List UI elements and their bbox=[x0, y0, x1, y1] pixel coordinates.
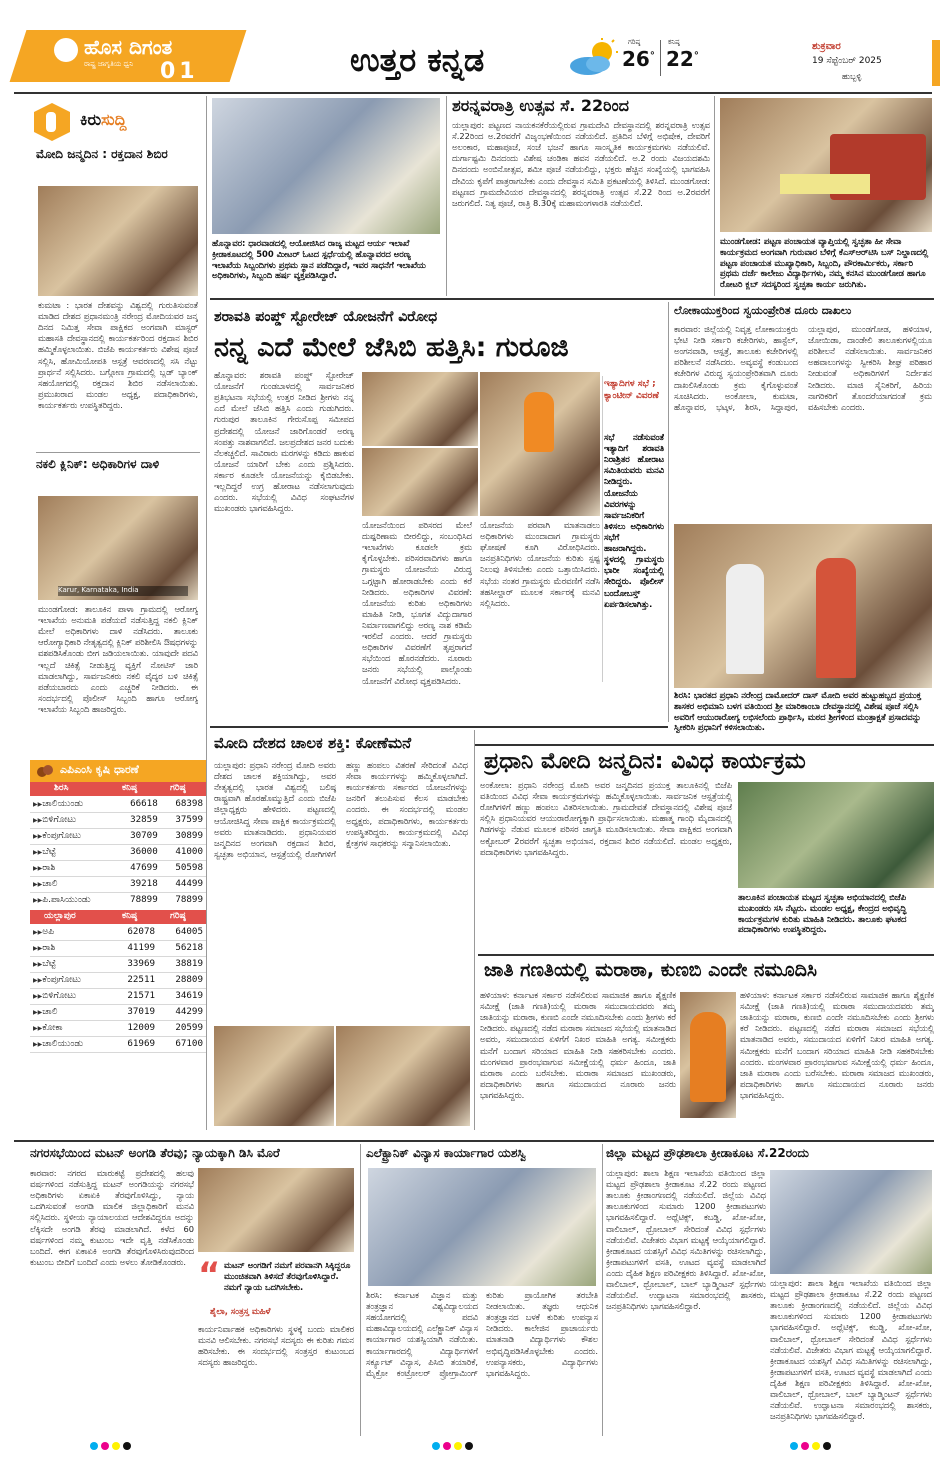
market-yellapur-col2: ಗರಿಷ್ಠ bbox=[170, 911, 186, 921]
sharavati-box-title-visible: ಇತ್ಯಾದಿಗಳ ಸಭೆ ; ಕ್ಯಾಂಟೀನ್ ವಿವರಣೆ bbox=[604, 379, 659, 402]
divider-athletics bbox=[446, 96, 447, 296]
sports-body-left: ಯಲ್ಲಾಪುರ: ಶಾಲಾ ಶಿಕ್ಷಣ ಇಲಾಖೆಯ ವತಿಯಿಂದ ಜಿಲ್ಲಾ ಮಟ್ಟದ ಪ್ರೌಢಶಾಲಾ ಕ್ರೀಡಾಕೂಟ ಸೆ.22 ರಂದು ಪಟ್ಟಣದ ತಾಲೂಕು ಕ್ರೀಡಾಂಗಣದಲ್ಲಿ ನಡೆಯಲಿದೆ. ಜಿಲ್ಲೆಯ ವಿವಿಧ ತಾಲೂಕುಗಳಿಂದ ಸುಮಾರು 1200 ಕ್ರೀಡಾಪಟುಗಳು ಭಾಗವಹಿಸಲಿದ್ದಾರೆ. ಅಥ್ಲೆಟಿಕ್ಸ್, ಕಬಡ್ಡಿ, ಖೋ-ಖೋ, ವಾಲಿಬಾಲ್, ಥ್ರೋಬಾಲ್ ಸೇರಿದಂತೆ ವಿವಿಧ ಸ್ಪರ್ಧೆಗಳು ನಡೆಯಲಿವೆ. ವಿಜೇತರು ವಿಭಾಗ ಮಟ್ಟಕ್ಕೆ ಆಯ್ಕೆಯಾಗಲಿದ್ದಾರೆ. ಕ್ರೀಡಾಕೂಟದ ಯಶಸ್ಸಿಗೆ ವಿವಿಧ ಸಮಿತಿಗಳನ್ನು ರಚಿಸಲಾಗಿದ್ದು, ಕ್ರೀಡಾಪಟುಗಳಿಗೆ ವಸತಿ, ಊಟದ ವ್ಯವಸ್ಥೆ ಮಾಡಲಾಗಿದೆ ಎಂದು ದೈಹಿಕ ಶಿಕ್ಷಣ ಪರಿವೀಕ್ಷಕರು ತಿಳಿಸಿದ್ದಾರೆ. ಖೋ-ಖೋ, ವಾಲಿಬಾಲ್, ಥ್ರೋಬಾಲ್, ಬಾಲ್ ಬ್ಯಾಡ್ಮಿಂಟನ್ ಸ್ಪರ್ಧೆಗಳು ನಡೆಯಲಿವೆ. ಉದ್ಘಾಟನಾ ಸಮಾರಂಭದಲ್ಲಿ ಶಾಸಕರು, ಜನಪ್ರತಿನಿಧಿಗಳು ಭಾಗವಹಿಸಲಿದ್ದಾರೆ. bbox=[606, 1168, 766, 1312]
weather-min: 22° bbox=[666, 47, 699, 71]
commodity-name: ▶▶ ಬೆಟ್ಟೆ bbox=[30, 956, 110, 972]
swamiji-figure bbox=[690, 1012, 726, 1102]
market-sirsi-col2: ಗರಿಷ್ಠ bbox=[170, 783, 186, 793]
kirusuddi-story1-photo bbox=[38, 186, 198, 296]
masthead-rule bbox=[14, 92, 932, 94]
market-row bbox=[30, 860, 206, 876]
logo-text: ಹೊಸ ದಿಗಂತ bbox=[84, 35, 173, 59]
sharavati-col3: ಯೋಜನೆಯ ಪರವಾಗಿ ಮಾತನಾಡಲು ಅಧಿಕಾರಿಗಳು ಮುಂದಾದಾಗ ಗ್ರಾಮಸ್ಥರು ಘೋಷಣೆ ಕೂಗಿ ವಿರೋಧಿಸಿದರು. ಜನಪ್ರತಿನಿಧಿಗಳು ಯೋಜನೆಯ ಕುರಿತು ಸ್ಪಷ್ಟ ನಿಲುವು ತಿಳಿಸಬೇಕು ಎಂದು ಒತ್ತಾಯಿಸಿದರು. ಸಭೆಯ ನಂತರ ಗ್ರಾಮಸ್ಥರು ಮೆರವಣಿಗೆ ನಡೆಸಿ ತಹಸೀಲ್ದಾರ್ ಮೂಲಕ ಸರ್ಕಾರಕ್ಕೆ ಮನವಿ ಸಲ್ಲಿಸಿದರು. bbox=[480, 520, 600, 608]
mutton-body2: ಕಾರ್ಯನಿರ್ವಾಹಕ ಅಧಿಕಾರಿಗಳು ಸ್ಥಳಕ್ಕೆ ಬಂದು ಮಾಲಿಕರ ಮನವಿ ಆಲಿಸಬೇಕು. ನಗರಸಭೆ ಸದಸ್ಯರು ಈ ಕುರಿತು ಗಮನ ಹರಿಸಬೇಕು. ಈ ಸಂದರ್ಭದಲ್ಲಿ ಸಂತ್ರಸ್ತರ ಕುಟುಂಬದ ಸದಸ್ಯರು ಹಾಜರಿದ್ದರು. bbox=[198, 1324, 354, 1368]
registration-dots-right bbox=[790, 1442, 850, 1454]
min-price: 33969 bbox=[110, 956, 158, 972]
rule-bottom bbox=[14, 1140, 934, 1142]
masthead-accent-bar bbox=[932, 40, 940, 86]
navaratri-headline: ಶರನ್ನವರಾತ್ರಿ ಉತ್ಸವ ಸೆ. 22ರಿಂದ bbox=[452, 96, 629, 115]
market-sirsi-place: ಶಿರಸಿ bbox=[54, 783, 69, 793]
photo-location-tag: Karur, Karnataka, India bbox=[58, 586, 188, 596]
masthead-day: ಶುಕ್ರವಾರ bbox=[812, 41, 841, 52]
modi-leader-headline: ಮೋದಿ ದೇಶದ ಚಾಲಕ ಶಕ್ತಿ: ಕೋಣೆಮನೆ bbox=[214, 734, 412, 752]
kirusuddi-title-b: ಸುದ್ದಿ bbox=[101, 110, 127, 129]
divider-navaratri bbox=[714, 96, 715, 296]
market-yellapur-col1: ಕನಿಷ್ಠ bbox=[122, 911, 138, 921]
market-table-sirsi-head bbox=[30, 782, 206, 796]
market-row bbox=[30, 796, 206, 812]
kirusuddi-story1-headline: ಮೋದಿ ಜನ್ಮದಿನ : ರಕ್ತದಾನ ಶಿಬಿರ bbox=[36, 147, 168, 161]
market-row bbox=[30, 940, 206, 956]
column-divider-left bbox=[206, 96, 207, 1130]
market-yellapur-place: ಯಲ್ಲಾಪುರ bbox=[44, 911, 76, 921]
sports-photo bbox=[770, 1170, 932, 1274]
market-title: ಎಪಿಎಂಸಿ ಕೃಷಿ ಧಾರಣೆ bbox=[60, 763, 139, 776]
min-price: 78899 bbox=[116, 892, 161, 906]
kirusuddi-icon bbox=[32, 102, 72, 142]
commodity-name: ▶▶ ಅಪಿ bbox=[30, 924, 110, 940]
min-price: 32859 bbox=[116, 812, 161, 828]
commodity-name: ▶▶ ಪಿ.ಪಾಸಿಯುಂಡು bbox=[30, 892, 116, 906]
caste-photo bbox=[680, 992, 736, 1118]
min-price: 36000 bbox=[116, 844, 161, 860]
sirsi-photo bbox=[674, 524, 932, 688]
sports-body-right: ಯಲ್ಲಾಪುರ: ಶಾಲಾ ಶಿಕ್ಷಣ ಇಲಾಖೆಯ ವತಿಯಿಂದ ಜಿಲ್ಲಾ ಮಟ್ಟದ ಪ್ರೌಢಶಾಲಾ ಕ್ರೀಡಾಕೂಟ ಸೆ.22 ರಂದು ಪಟ್ಟಣದ ತಾಲೂಕು ಕ್ರೀಡಾಂಗಣದಲ್ಲಿ ನಡೆಯಲಿದೆ. ಜಿಲ್ಲೆಯ ವಿವಿಧ ತಾಲೂಕುಗಳಿಂದ ಸುಮಾರು 1200 ಕ್ರೀಡಾಪಟುಗಳು ಭಾಗವಹಿಸಲಿದ್ದಾರೆ. ಅಥ್ಲೆಟಿಕ್ಸ್, ಕಬಡ್ಡಿ, ಖೋ-ಖೋ, ವಾಲಿಬಾಲ್, ಥ್ರೋಬಾಲ್ ಸೇರಿದಂತೆ ವಿವಿಧ ಸ್ಪರ್ಧೆಗಳು ನಡೆಯಲಿವೆ. ವಿಜೇತರು ವಿಭಾಗ ಮಟ್ಟಕ್ಕೆ ಆಯ್ಕೆಯಾಗಲಿದ್ದಾರೆ. ಕ್ರೀಡಾಕೂಟದ ಯಶಸ್ಸಿಗೆ ವಿವಿಧ ಸಮಿತಿಗಳನ್ನು ರಚಿಸಲಾಗಿದ್ದು, ಕ್ರೀಡಾಪಟುಗಳಿಗೆ ವಸತಿ, ಊಟದ ವ್ಯವಸ್ಥೆ ಮಾಡಲಾಗಿದೆ ಎಂದು ದೈಹಿಕ ಶಿಕ್ಷಣ ಪರಿವೀಕ್ಷಕರು ತಿಳಿಸಿದ್ದಾರೆ. ಖೋ-ಖೋ, ವಾಲಿಬಾಲ್, ಥ್ರೋಬಾಲ್, ಬಾಲ್ ಬ್ಯಾಡ್ಮಿಂಟನ್ ಸ್ಪರ್ಧೆಗಳು ನಡೆಯಲಿವೆ. ಉದ್ಘಾಟನಾ ಸಮಾರಂಭದಲ್ಲಿ ಶಾಸಕರು, ಜನಪ್ರತಿನಿಧಿಗಳು ಭಾಗವಹಿಸಲಿದ್ದಾರೆ. bbox=[770, 1278, 932, 1422]
market-row bbox=[30, 988, 206, 1004]
masthead-date: 19 ಸೆಪ್ಟೆಂಬರ್ 2025 bbox=[812, 56, 882, 66]
max-price: 44499 bbox=[161, 876, 206, 892]
rule-caste bbox=[478, 954, 934, 956]
sharavati-photo-bottom bbox=[362, 448, 478, 516]
commodity-name: ▶▶ ಬಿಳಿಗೋಟು bbox=[30, 812, 116, 828]
banner-shape bbox=[780, 174, 870, 194]
mutton-photo bbox=[198, 1168, 354, 1252]
commodity-name: ▶▶ ಚಾಲಿ bbox=[30, 1004, 110, 1020]
min-price: 41199 bbox=[110, 940, 158, 956]
commodity-name: ▶▶ ರಾಶಿ bbox=[30, 860, 116, 876]
max-price: 37599 bbox=[161, 812, 206, 828]
bus-caption: ಮುಂಡಗೋಡ: ಪಟ್ಟಣ ಪಂಚಾಯತ ವ್ಯಾಪ್ತಿಯಲ್ಲಿ ಸ್ವಚ್ಛತಾ ಹೀ ಸೇವಾ ಕಾರ್ಯಕ್ರಮದ ಅಂಗವಾಗಿ ಗುರುವಾರ ಬೆಳಿಗ್ಗೆ ಕೆಎಸ್‌ಆರ್‌ಟಿಸಿ ಬಸ್ ನಿಲ್ದಾಣದಲ್ಲಿ ಪಟ್ಟಣ ಪಂಚಾಯತ ಮುಖ್ಯಾಧಿಕಾರಿ, ಸಿಬ್ಬಂದಿ, ಪೌರಕಾರ್ಮಿಕರು, ಸರ್ಕಾರಿ ಪ್ರಥಮ ದರ್ಜೆ ಕಾಲೇಜು ವಿದ್ಯಾರ್ಥಿಗಳು, ನಮ್ಮ ಕನಸಿನ ಮುಂಡಗೋಡ ಹಾಗೂ ರೋಟರಿ ಕ್ಲಬ್ ಸದಸ್ಯರಿಂದ ಸ್ವಚ್ಛತಾ ಕಾರ್ಯ ಜರುಗಿತು. bbox=[720, 236, 929, 289]
section-title: ಉತ್ತರ ಕನ್ನಡ bbox=[350, 41, 485, 79]
market-row bbox=[30, 844, 206, 860]
sharavati-kicker: ಶರಾವತಿ ಪಂಪ್ಡ್ ಸ್ಟೋರೇಜ್ ಯೋಜನೆಗೆ ವಿರೋಧ bbox=[214, 309, 438, 325]
market-table-yellapur-head bbox=[30, 910, 206, 924]
masthead bbox=[0, 0, 945, 92]
modi-bday-headline: ಪ್ರಧಾನಿ ಮೋದಿ ಜನ್ಮದಿನ: ವಿವಿಧ ಕಾರ್ಯಕ್ರಮ bbox=[484, 749, 806, 774]
guruji-figure bbox=[524, 392, 554, 452]
mutton-quote-mark: “ bbox=[198, 1258, 221, 1286]
max-price: 41000 bbox=[161, 844, 206, 860]
rule-row1 bbox=[210, 298, 934, 300]
rule-row2 bbox=[210, 726, 668, 728]
areca-icon bbox=[36, 763, 54, 779]
mutton-headline: ನಗರಸಭೆಯಿಂದ ಮಟನ್ ಅಂಗಡಿ ತೆರವು; ನ್ಯಾಯಕ್ಕಾಗಿ ಡಿಸಿ ಮೊರೆ bbox=[30, 1146, 280, 1160]
min-price: 22511 bbox=[110, 972, 158, 988]
weather-max-label: ಗರಿಷ್ಠ bbox=[628, 38, 641, 46]
modi-leader-photo-2 bbox=[336, 1026, 470, 1126]
min-price: 66618 bbox=[116, 796, 161, 812]
electronics-photo bbox=[368, 1168, 596, 1286]
kirusuddi-header bbox=[30, 100, 200, 144]
electronics-body: ಶಿರಸಿ: ಕರ್ನಾಟಕ ವಿಜ್ಞಾನ ಮತ್ತು ತಂತ್ರಜ್ಞಾನ ವಿಶ್ವವಿದ್ಯಾಲಯದ ಸಹಯೋಗದಲ್ಲಿ ಪದವಿ ಮಹಾವಿದ್ಯಾಲಯದಲ್ಲಿ ಎಲೆಕ್ಟ್ರಾನಿಕ್ ವಿನ್ಯಾಸ ಕಾರ್ಯಾಗಾರ ಯಶಸ್ವಿಯಾಗಿ ನಡೆಯಿತು. ಕಾರ್ಯಾಗಾರದಲ್ಲಿ ವಿದ್ಯಾರ್ಥಿಗಳಿಗೆ ಸರ್ಕ್ಯೂಟ್ ವಿನ್ಯಾಸ, ಪಿಸಿಬಿ ತಯಾರಿಕೆ, ಮೈಕ್ರೋ ಕಂಟ್ರೋಲರ್ ಪ್ರೋಗ್ರಾಮಿಂಗ್ ಕುರಿತು ಪ್ರಾಯೋಗಿಕ ತರಬೇತಿ ನೀಡಲಾಯಿತು. ತಜ್ಞರು ಆಧುನಿಕ ತಂತ್ರಜ್ಞಾನದ ಬಳಕೆ ಕುರಿತು ಉಪನ್ಯಾಸ ನೀಡಿದರು. ಕಾಲೇಜಿನ ಪ್ರಾಚಾರ್ಯರು ಮಾತನಾಡಿ ವಿದ್ಯಾರ್ಥಿಗಳು ಕೌಶಲ ಅಭಿವೃದ್ಧಿಪಡಿಸಿಕೊಳ್ಳಬೇಕು ಎಂದರು. ಉಪನ್ಯಾಸಕರು, ವಿದ್ಯಾರ್ಥಿಗಳು ಭಾಗವಹಿಸಿದ್ದರು. bbox=[366, 1290, 598, 1378]
divider-modi bbox=[474, 730, 475, 1130]
commodity-name: ▶▶ ಕೋಕಾ bbox=[30, 1020, 110, 1036]
mutton-quote-by: ಶೈಲಾ, ಸಂತ್ರಸ್ತ ಮಹಿಳೆ bbox=[210, 1306, 271, 1316]
caste-body-right: ಹಳಿಯಾಳ: ಕರ್ನಾಟಕ ಸರ್ಕಾರ ನಡೆಸಲಿರುವ ಸಾಮಾಜಿಕ ಹಾಗೂ ಶೈಕ್ಷಣಿಕ ಸಮೀಕ್ಷೆ (ಜಾತಿ ಗಣತಿ)ಯಲ್ಲಿ ಮರಾಠಾ ಸಮುದಾಯದವರು ತಮ್ಮ ಜಾತಿಯನ್ನು ಮರಾಠಾ, ಕುಣಬಿ ಎಂದೇ ನಮೂದಿಸಬೇಕು ಎಂದು ಶ್ರೀಗಳು ಕರೆ ನೀಡಿದರು. ಪಟ್ಟಣದಲ್ಲಿ ನಡೆದ ಮರಾಠಾ ಸಮಾಜದ ಸಭೆಯಲ್ಲಿ ಮಾತನಾಡಿದ ಅವರು, ಸಮುದಾಯದ ಏಳಿಗೆಗೆ ನಿಖರ ಮಾಹಿತಿ ಅಗತ್ಯ. ಸಮೀಕ್ಷಕರು ಮನೆಗೆ ಬಂದಾಗ ಸರಿಯಾದ ಮಾಹಿತಿ ನೀಡಿ ಸಹಕರಿಸಬೇಕು ಎಂದರು. ಮಂಗಳವಾರ ಪ್ರಾರಂಭವಾಗುವ ಸಮೀಕ್ಷೆಯಲ್ಲಿ ಧರ್ಮ ಹಿಂದೂ, ಜಾತಿ ಮರಾಠಾ ಎಂದು ಬರೆಸಬೇಕು. ಮರಾಠಾ ಸಮಾಜದ ಮುಖಂಡರು, ಪದಾಧಿಕಾರಿಗಳು ಹಾಗೂ ಸಮುದಾಯದ ನೂರಾರು ಜನರು ಭಾಗವಹಿಸಿದ್ದರು. bbox=[740, 990, 934, 1100]
lokayukta-body: ಕಾರವಾರ: ಜಿಲ್ಲೆಯಲ್ಲಿ ನಿವೃತ್ತ ಲೋಕಾಯುಕ್ತರು ಭೇಟಿ ನೀಡಿ ಸರ್ಕಾರಿ ಕಚೇರಿಗಳು, ಹಾಸ್ಟೆಲ್, ಅಂಗನವಾಡಿ, ಆಸ್ಪತ್ರೆ, ತಾಲೂಕು ಕಚೇರಿಗಳಲ್ಲಿ ಪರಿಶೀಲನೆ ನಡೆಸಿದರು. ಅವ್ಯವಸ್ಥೆ ಕಂಡುಬಂದ ಕಚೇರಿಗಳ ವಿರುದ್ಧ ಸ್ವಯಂಪ್ರೇರಿತವಾಗಿ ದೂರು ದಾಖಲಿಸಿಕೊಂಡು ಕ್ರಮ ಕೈಗೊಳ್ಳುವಂತೆ ಸೂಚಿಸಿದರು. ಅಂಕೋಲಾ, ಕುಮಟಾ, ಹೊನ್ನಾವರ, ಭಟ್ಕಳ, ಶಿರಸಿ, ಸಿದ್ದಾಪುರ, ಯಲ್ಲಾಪುರ, ಮುಂಡಗೋಡ, ಹಳಿಯಾಳ, ಜೋಯಿಡಾ, ದಾಂಡೇಲಿ ತಾಲೂಕುಗಳಲ್ಲಿಯೂ ಪರಿಶೀಲನೆ ನಡೆಸಲಾಯಿತು. ಸಾರ್ವಜನಿಕರ ಅಹವಾಲುಗಳನ್ನು ಸ್ವೀಕರಿಸಿ ಶೀಘ್ರ ಪರಿಹಾರ ನೀಡುವಂತೆ ಅಧಿಕಾರಿಗಳಿಗೆ ನಿರ್ದೇಶನ ನೀಡಿದರು. ಮಾಜಿ ಸೈನಿಕರಿಗೆ, ಹಿರಿಯ ನಾಗರಿಕರಿಗೆ ತೊಂದರೆಯಾಗದಂತೆ ಕ್ರಮ ವಹಿಸಬೇಕು ಎಂದರು. bbox=[674, 324, 932, 412]
sharavati-col1: ಹೊನ್ನಾವರ: ಶರಾವತಿ ಪಂಪ್ಡ್ ಸ್ಟೋರೇಜ್ ಯೋಜನೆಗೆ ಗುಂಡಬಾಳದಲ್ಲಿ ಸಾರ್ವಜನಿಕರ ಪ್ರತಿಭಟನಾ ಸಭೆಯಲ್ಲಿ ಉತ್ತರ ನೀಡಿದ ಶ್ರೀಗಳು ನನ್ನ ಎದೆ ಮೇಲೆ ಜೆಸಿಬಿ ಹತ್ತಿಸಿ ಎಂದು ಗುಡುಗಿದರು. ಗುರುಪುರ ತಾಲೂಕಿನ ಗೇರುಸೊಪ್ಪ ಸಮೀಪದ ಪ್ರದೇಶದಲ್ಲಿ ಯೋಜನೆ ಜಾರಿಗೊಂಡರೆ ಅರಣ್ಯ ಸಂಪತ್ತು ನಾಶವಾಗಲಿದೆ. ಜಲಪ್ರದೇಶದ ಜನರ ಬದುಕು ನೆಲಕಚ್ಚಲಿದೆ. ಸಾವಿರಾರು ಮರಗಳನ್ನು ಕಡಿದು ಹಾಕುವ ಯೋಜನೆ ಯಾರಿಗೆ ಬೇಕು ಎಂದು ಪ್ರಶ್ನಿಸಿದರು. ಸರ್ಕಾರ ಕೂಡಲೇ ಯೋಜನೆಯನ್ನು ಕೈಬಿಡಬೇಕು. ಇಲ್ಲದಿದ್ದರೆ ಉಗ್ರ ಹೋರಾಟ ನಡೆಸಲಾಗುವುದು ಎಂದರು. ಸಭೆಯಲ್ಲಿ ವಿವಿಧ ಸಂಘಟನೆಗಳ ಮುಖಂಡರು ಭಾಗವಹಿಸಿದ್ದರು. bbox=[214, 370, 354, 514]
modi-bday-body: ಅಂಕೋಲಾ: ಪ್ರಧಾನಿ ನರೇಂದ್ರ ಮೋದಿ ಅವರ ಜನ್ಮದಿನದ ಪ್ರಯುಕ್ತ ತಾಲೂಕಿನಲ್ಲಿ ಬಿಜೆಪಿ ವತಿಯಿಂದ ವಿವಿಧ ಸೇವಾ ಕಾರ್ಯಕ್ರಮಗಳನ್ನು ಹಮ್ಮಿಕೊಳ್ಳಲಾಯಿತು. ಸಾರ್ವಜನಿಕ ಆಸ್ಪತ್ರೆಯಲ್ಲಿ ರೋಗಿಗಳಿಗೆ ಹಣ್ಣು ಹಂಪಲು ವಿತರಿಸಲಾಯಿತು. ಗ್ರಾಮದೇವತೆ ದೇವಸ್ಥಾನದಲ್ಲಿ ವಿಶೇಷ ಪೂಜೆ ಸಲ್ಲಿಸಿ ಪ್ರಧಾನಿಯವರ ಆಯುರಾರೋಗ್ಯಕ್ಕಾಗಿ ಪ್ರಾರ್ಥಿಸಲಾಯಿತು. ಮಹಾತ್ಮ ಗಾಂಧಿ ಮೈದಾನದಲ್ಲಿ ಗಿಡಗಳನ್ನು ನೆಡುವ ಮೂಲಕ ಪರಿಸರ ಜಾಗೃತಿ ಮೂಡಿಸಲಾಯಿತು. ಸೇವಾ ಪಾಕ್ಷಿಕದ ಅಂಗವಾಗಿ ಅಕ್ಟೋಬರ್ 2ರವರೆಗೆ ಸ್ವಚ್ಛತಾ ಅಭಿಯಾನ, ರಕ್ತದಾನ ಶಿಬಿರ ನಡೆಯಲಿದೆ. ಮಂಡಲ ಅಧ್ಯಕ್ಷರು, ಪದಾಧಿಕಾರಿಗಳು ಭಾಗವಹಿಸಿದ್ದರು. bbox=[480, 780, 732, 857]
navaratri-body: ಯಲ್ಲಾಪುರ: ಪಟ್ಟಣದ ನಾಯಕನಕೆರೆಯಲ್ಲಿರುವ ಗ್ರಾಮದೇವಿ ದೇವಸ್ಥಾನದಲ್ಲಿ ಶರನ್ನವರಾತ್ರಿ ಉತ್ಸವ ಸೆ.22ರಿಂದ ಅ.2ರವರೆಗೆ ವಿಜೃಂಭಣೆಯಿಂದ ನಡೆಯಲಿದೆ. ಪ್ರತಿದಿನ ಬೆಳಿಗ್ಗೆ ಅಭಿಷೇಕ, ದೇವರಿಗೆ ಅಲಂಕಾರ, ಮಹಾಪೂಜೆ, ಸಂಜೆ ಭಜನೆ ಹಾಗೂ ಸಾಂಸ್ಕೃತಿಕ ಕಾರ್ಯಕ್ರಮಗಳು ನಡೆಯಲಿವೆ. ದುರ್ಗಾಷ್ಟಮಿ ದಿನದಂದು ವಿಶೇಷ ಚಂಡಿಕಾ ಹವನ ನಡೆಯಲಿದೆ. ಅ.2 ರಂದು ವಿಜಯದಶಮಿ ದಿನದಂದು ಅಂಬಿನೋತ್ಸವ, ಶಮೀ ಪೂಜೆ ನಡೆಯಲಿದ್ದು, ಭಕ್ತರು ಹೆಚ್ಚಿನ ಸಂಖ್ಯೆಯಲ್ಲಿ ಭಾಗವಹಿಸಿ ದೇವಿಯ ಕೃಪೆಗೆ ಪಾತ್ರರಾಗಬೇಕು ಎಂದು ದೇವಸ್ಥಾನ ಸಮಿತಿ ಪ್ರಕಟಣೆಯಲ್ಲಿ ತಿಳಿಸಿದೆ. ಮುಂಡಗೋಡ: ಪಟ್ಟಣದ ಗ್ರಾಮದೇವಿಯರ ದೇವಸ್ಥಾನದಲ್ಲಿ ಶರನ್ನವರಾತ್ರಿ ಉತ್ಸವ ಸೆ.22 ರಿಂದ ಅ.2ರವರೆಗೆ ಜರುಗಲಿದೆ. ನಿತ್ಯ ಪೂಜೆ, ರಾತ್ರಿ 8.30ಕ್ಕೆ ಮಹಾಮಂಗಳಾರತಿ ನಡೆಯಲಿದೆ. bbox=[452, 120, 710, 208]
market-rows-sirsi bbox=[30, 796, 206, 906]
max-price: 67100 bbox=[158, 1036, 206, 1052]
commodity-name: ▶▶ ರಾಶಿ bbox=[30, 940, 110, 956]
max-price: 50598 bbox=[161, 860, 206, 876]
modi-bday-photo bbox=[738, 782, 934, 888]
electronics-headline: ಎಲೆಕ್ಟ್ರಾನಿಕ್ ವಿನ್ಯಾಸ ಕಾರ್ಯಾಗಾರ ಯಶಸ್ವಿ bbox=[366, 1146, 526, 1160]
kirusuddi-title bbox=[80, 110, 190, 134]
min-price: 30709 bbox=[116, 828, 161, 844]
sharavati-box-body: ಸಭೆ ನಡೆಸುವಂತೆ ಇತ್ಯಾದಿಗೆ ಶರಾವತಿ ನಿರಾಶ್ರಿತರ ಹೋರಾಟ ಸಮಿತಿಯವರು ಮನವಿ ನೀಡಿದ್ದರು. ಯೋಜನೆಯ ವಿವರಗಳನ್ನು ಸಾರ್ವಜನಿಕರಿಗೆ ತಿಳಿಸಲು ಅಧಿಕಾರಿಗಳು ಸಭೆಗೆ ಹಾಜರಾಗಿದ್ದರು. ಸ್ಥಳದಲ್ಲಿ ಗ್ರಾಮಸ್ಥರು ಭಾರೀ ಸಂಖ್ಯೆಯಲ್ಲಿ ಸೇರಿದ್ದರು. ಪೊಲೀಸ್ ಬಂದೋಬಸ್ತ್ ಏರ್ಪಡಿಸಲಾಗಿತ್ತು. bbox=[604, 432, 664, 609]
person-right bbox=[816, 558, 856, 678]
mutton-quote: ಮಟನ್ ಅಂಗಡಿಗೆ ನಮಗೆ ಪರವಾನಗಿ ಸಿಕ್ಕಿದ್ದರೂ ಮುಂಚಿತವಾಗಿ ತಿಳಿಸದೆ ತೆರವುಗೊಳಿಸಿದ್ದಾರೆ. ನಮಗೆ ನ್ಯಾಯ ಒದಗಿಸಬೇಕು. bbox=[224, 1260, 351, 1292]
registration-dots-center bbox=[432, 1442, 492, 1454]
modi-leader-photo-1 bbox=[214, 1026, 334, 1126]
weather-min-label: ಕನಿಷ್ಠ bbox=[668, 38, 680, 46]
max-price: 28809 bbox=[158, 972, 206, 988]
max-price: 34619 bbox=[158, 988, 206, 1004]
athletics-caption: ಹೊನ್ನಾವರ: ಧಾರವಾಡದಲ್ಲಿ ಆಯೋಜಿಸಿದ ರಾಜ್ಯ ಮಟ್ಟದ ಆರ್ಯ ಇಲಾಖೆ ಕ್ರೀಡಾಕೂಟದಲ್ಲಿ 500 ಮೀಟರ್ ಓಟದ ಸ್ಪರ್ಧೆಯಲ್ಲಿ ಹೊನ್ನಾವರದ ಅರಣ್ಯ ಇಲಾಖೆಯ ಸಿಬ್ಬಂದಿಗಳು ಪ್ರಥಮ ಸ್ಥಾನ ಪಡೆದಿದ್ದಾರೆ, ಇವರ ಸಾಧನೆಗೆ ಇಲಾಖೆಯ ಅಧಿಕಾರಿಗಳು, ಸಿಬ್ಬಂದಿ ಹರ್ಷ ವ್ಯಕ್ತಪಡಿಸಿದ್ದಾರೆ. bbox=[212, 238, 426, 281]
min-price: 37019 bbox=[110, 1004, 158, 1020]
weather-divider bbox=[660, 40, 661, 76]
sharavati-photo-guruji bbox=[480, 372, 600, 516]
sirsi-caption: ಶಿರಸಿ: ಭಾರತದ ಪ್ರಧಾನಿ ನರೇಂದ್ರ ದಾಮೋದರ್ ದಾಸ್ ಮೋದಿ ಅವರ ಹುಟ್ಟುಹಬ್ಬದ ಪ್ರಯುಕ್ತ ಶಾಸಕರ ಅಭಿಮಾನಿ ಬಳಗ ವತಿಯಿಂದ ಶ್ರೀ ಮಾರಿಕಾಂಬಾ ದೇವಸ್ಥಾನದಲ್ಲಿ ವಿಶೇಷ ಪೂಜೆ ಸಲ್ಲಿಸಿ ಅವರಿಗೆ ಆಯುರಾರೋಗ್ಯ ಲಭಿಸಲೆಂದು ಪ್ರಾರ್ಥಿಸಿ, ಮಠದ ಶ್ರೀಗಳಿಂದ ಮಂತ್ರಾಕ್ಷತೆ ಪ್ರಸಾದವನ್ನು ಸ್ವೀಕರಿಸಿ ಪ್ರಧಾನಿಗೆ ಕಳಿಸಲಾಯಿತು. bbox=[674, 690, 922, 733]
lokayukta-headline: ಲೋಕಾಯುಕ್ತರಿಂದ ಸ್ವಯಂಪ್ರೇರಿತ ದೂರು ದಾಖಲು bbox=[674, 304, 852, 317]
kirusuddi-story2-body: ಮುಂಡಗೋಡ: ತಾಲೂಕಿನ ಪಾಳಾ ಗ್ರಾಮದಲ್ಲಿ ಆರೋಗ್ಯ ಇಲಾಖೆಯ ಅನುಮತಿ ಪಡೆಯದೆ ನಡೆಸುತ್ತಿದ್ದ ನಕಲಿ ಕ್ಲಿನಿಕ್ ಮೇಲೆ ಅಧಿಕಾರಿಗಳು ದಾಳಿ ನಡೆಸಿದರು. ತಾಲೂಕು ಆರೋಗ್ಯಾಧಿಕಾರಿ ನೇತೃತ್ವದಲ್ಲಿ ಕ್ಲಿನಿಕ್ ಪರಿಶೀಲಿಸಿ ಔಷಧಗಳನ್ನು ವಶಪಡಿಸಿಕೊಂಡು ಬೀಗ ಜಡಿಯಲಾಯಿತು. ಯಾವುದೇ ಪದವಿ ಇಲ್ಲದೆ ಚಿಕಿತ್ಸೆ ನೀಡುತ್ತಿದ್ದ ವ್ಯಕ್ತಿಗೆ ನೋಟಿಸ್ ಜಾರಿ ಮಾಡಲಾಗಿದ್ದು, ಸಾರ್ವಜನಿಕರು ನಕಲಿ ವೈದ್ಯರ ಬಳಿ ಚಿಕಿತ್ಸೆ ಪಡೆಯಬಾರದು ಎಂದು ಎಚ್ಚರಿಕೆ ನೀಡಿದರು. ಈ ಸಂದರ್ಭದಲ್ಲಿ ಪೊಲೀಸ್ ಸಿಬ್ಬಂದಿ ಹಾಗೂ ಆರೋಗ್ಯ ಇಲಾಖೆಯ ಸಿಬ್ಬಂದಿ ಹಾಜರಿದ್ದರು. bbox=[38, 604, 198, 714]
max-price: 20599 bbox=[158, 1020, 206, 1036]
kirusuddi-title-a: ಕಿರು bbox=[80, 110, 102, 129]
market-row bbox=[30, 972, 206, 988]
max-price: 30899 bbox=[161, 828, 206, 844]
market-table-yellapur bbox=[30, 910, 206, 1120]
masthead-city: ಹುಬ್ಬಳ್ಳಿ bbox=[842, 72, 862, 81]
commodity-name: ▶▶ ಚಾಲಿಯುಂಡು bbox=[30, 796, 116, 812]
caste-body-left: ಹಳಿಯಾಳ: ಕರ್ನಾಟಕ ಸರ್ಕಾರ ನಡೆಸಲಿರುವ ಸಾಮಾಜಿಕ ಹಾಗೂ ಶೈಕ್ಷಣಿಕ ಸಮೀಕ್ಷೆ (ಜಾತಿ ಗಣತಿ)ಯಲ್ಲಿ ಮರಾಠಾ ಸಮುದಾಯದವರು ತಮ್ಮ ಜಾತಿಯನ್ನು ಮರಾಠಾ, ಕುಣಬಿ ಎಂದೇ ನಮೂದಿಸಬೇಕು ಎಂದು ಶ್ರೀಗಳು ಕರೆ ನೀಡಿದರು. ಪಟ್ಟಣದಲ್ಲಿ ನಡೆದ ಮರಾಠಾ ಸಮಾಜದ ಸಭೆಯಲ್ಲಿ ಮಾತನಾಡಿದ ಅವರು, ಸಮುದಾಯದ ಏಳಿಗೆಗೆ ನಿಖರ ಮಾಹಿತಿ ಅಗತ್ಯ. ಸಮೀಕ್ಷಕರು ಮನೆಗೆ ಬಂದಾಗ ಸರಿಯಾದ ಮಾಹಿತಿ ನೀಡಿ ಸಹಕರಿಸಬೇಕು ಎಂದರು. ಮಂಗಳವಾರ ಪ್ರಾರಂಭವಾಗುವ ಸಮೀಕ್ಷೆಯಲ್ಲಿ ಧರ್ಮ ಹಿಂದೂ, ಜಾತಿ ಮರಾಠಾ ಎಂದು ಬರೆಸಬೇಕು. ಮರಾಠಾ ಸಮಾಜದ ಮುಖಂಡರು, ಪದಾಧಿಕಾರಿಗಳು ಹಾಗೂ ಸಮುದಾಯದ ನೂರಾರು ಜನರು ಭಾಗವಹಿಸಿದ್ದರು. bbox=[480, 990, 676, 1100]
market-table-sirsi bbox=[30, 782, 206, 906]
logo-emblem bbox=[54, 38, 78, 62]
market-row bbox=[30, 1036, 206, 1052]
rule-row2b bbox=[474, 744, 934, 746]
kirusuddi-story2-headline: ನಕಲಿ ಕ್ಲಿನಿಕ್: ಅಧಿಕಾರಿಗಳ ದಾಳಿ bbox=[36, 457, 160, 471]
market-header bbox=[30, 760, 206, 782]
mutton-body: ಕಾರವಾರ: ನಗರದ ಮಾರುಕಟ್ಟೆ ಪ್ರದೇಶದಲ್ಲಿ ಹಲವು ವರ್ಷಗಳಿಂದ ನಡೆಸುತ್ತಿದ್ದ ಮಟನ್ ಅಂಗಡಿಯನ್ನು ನಗರಸಭೆ ಅಧಿಕಾರಿಗಳು ಏಕಾಏಕಿ ತೆರವುಗೊಳಿಸಿದ್ದು, ನ್ಯಾಯ ಒದಗಿಸುವಂತೆ ಅಂಗಡಿ ಮಾಲಿಕ ಜಿಲ್ಲಾಧಿಕಾರಿಗೆ ಮನವಿ ಸಲ್ಲಿಸಿದರು. ಸ್ಥಳೀಯ ನ್ಯಾಯಾಲಯದ ಆದೇಶವಿದ್ದರೂ ಅದನ್ನು ಲೆಕ್ಕಿಸದೇ ಅಂಗಡಿ ತೆರವು ಮಾಡಲಾಗಿದೆ. ಕಳೆದ 60 ವರ್ಷಗಳಿಂದ ನಮ್ಮ ಕುಟುಂಬ ಇದೇ ವೃತ್ತಿ ನಡೆಸಿಕೊಂಡು ಬಂದಿದೆ. ಈಗ ಏಕಾಏಕಿ ಅಂಗಡಿ ತೆರವುಗೊಳಿಸಿರುವುದರಿಂದ ಕುಟುಂಬ ಬೀದಿಗೆ ಬಂದಿದೆ ಎಂದು ಅಳಲು ತೋಡಿಕೊಂಡರು. bbox=[30, 1168, 194, 1267]
weather-icon bbox=[566, 38, 622, 78]
person-left bbox=[726, 564, 764, 674]
market-rows-yellapur bbox=[30, 924, 206, 1053]
sports-headline: ಜಿಲ್ಲಾ ಮಟ್ಟದ ಪ್ರೌಢಶಾಲಾ ಕ್ರೀಡಾಕೂಟ ಸೆ.22ರಂದು bbox=[606, 1146, 809, 1160]
commodity-name: ▶▶ ಕೆಂಪುಗೋಟು bbox=[30, 828, 116, 844]
divider-mutton bbox=[360, 1144, 361, 1436]
sharavati-col2: ಯೋಜನೆಯಿಂದ ಪರಿಸರದ ಮೇಲೆ ದುಷ್ಪರಿಣಾಮ ಬೀರಲಿದ್ದು, ಸಂಬಂಧಿಸಿದ ಇಲಾಖೆಗಳು ಕೂಡಲೇ ಕ್ರಮ ಕೈಗೊಳ್ಳಬೇಕು. ಪರಿಸರವಾದಿಗಳು ಹಾಗೂ ಗ್ರಾಮಸ್ಥರು ಯೋಜನೆಯ ವಿರುದ್ಧ ಒಗ್ಗಟ್ಟಾಗಿ ಹೋರಾಡಬೇಕು ಎಂದು ಕರೆ ನೀಡಿದರು. ಅಧಿಕಾರಿಗಳ ವಿವರಣೆ: ಯೋಜನೆಯ ಕುರಿತು ಅಧಿಕಾರಿಗಳು ಮಾಹಿತಿ ನೀಡಿ, ಭೂಗತ ವಿದ್ಯುದಾಗಾರ ನಿರ್ಮಾಣವಾಗಲಿದ್ದು ಅರಣ್ಯ ನಾಶ ಕಡಿಮೆ ಇರಲಿದೆ ಎಂದರು. ಆದರೆ ಗ್ರಾಮಸ್ಥರು ಅಧಿಕಾರಿಗಳ ವಿವರಣೆಗೆ ತೃಪ್ತರಾಗದೆ ಸಭೆಯಿಂದ ಹೊರನಡೆದರು. ನೂರಾರು ಜನರು ಸಭೆಯಲ್ಲಿ ಪಾಲ್ಗೊಂಡು ಯೋಜನೆಗೆ ವಿರೋಧ ವ್ಯಕ್ತಪಡಿಸಿದರು. bbox=[362, 520, 472, 686]
market-row bbox=[30, 812, 206, 828]
min-price: 47699 bbox=[116, 860, 161, 876]
divider-sharavati bbox=[668, 302, 669, 722]
commodity-name: ▶▶ ಚಾಲಿಯುಂಡು bbox=[30, 1036, 110, 1052]
max-price: 44299 bbox=[158, 1004, 206, 1020]
min-price: 61969 bbox=[110, 1036, 158, 1052]
market-row bbox=[30, 828, 206, 844]
page-number: 01 bbox=[160, 59, 199, 84]
min-price: 39218 bbox=[116, 876, 161, 892]
modi-bday-caption: ತಾಲೂಕಿನ ಪಂಚಾಯತ ಮಟ್ಟದ ಸ್ವಚ್ಛತಾ ಅಭಿಯಾನದಲ್ಲಿ ಬಿಜೆಪಿ ಮುಖಂಡರು ಸಸಿ ನೆಟ್ಟರು. ಮಂಡಲ ಅಧ್ಯಕ್ಷ, ಕೇಂದ್ರದ ಅಭಿವೃದ್ಧಿ ಕಾರ್ಯಕ್ರಮಗಳ ಕುರಿತು ಮಾಹಿತಿ ನೀಡಿದರು. ತಾಲೂಕು ಘಟಕದ ಪದಾಧಿಕಾರಿಗಳು ಉಪಸ್ಥಿತರಿದ್ದರು. bbox=[738, 892, 907, 935]
caste-headline: ಜಾತಿ ಗಣತಿಯಲ್ಲಿ ಮರಾಠಾ, ಕುಣಬಿ ಎಂದೇ ನಮೂದಿಸಿ bbox=[484, 959, 818, 981]
max-price: 56218 bbox=[158, 940, 206, 956]
modi-leader-body: ಯಲ್ಲಾಪುರ: ಪ್ರಧಾನಿ ನರೇಂದ್ರ ಮೋದಿ ಅವರು ದೇಶದ ಚಾಲಕ ಶಕ್ತಿಯಾಗಿದ್ದು, ಅವರ ನೇತೃತ್ವದಲ್ಲಿ ಭಾರತ ವಿಶ್ವದಲ್ಲಿ ಬಲಿಷ್ಠ ರಾಷ್ಟ್ರವಾಗಿ ಹೊರಹೊಮ್ಮುತ್ತಿದೆ ಎಂದು ಬಿಜೆಪಿ ಜಿಲ್ಲಾಧ್ಯಕ್ಷರು ಹೇಳಿದರು. ಪಟ್ಟಣದಲ್ಲಿ ಆಯೋಜಿಸಿದ್ದ ಸೇವಾ ಪಾಕ್ಷಿಕ ಕಾರ್ಯಕ್ರಮದಲ್ಲಿ ಅವರು ಮಾತನಾಡಿದರು. ಪ್ರಧಾನಿಯವರ ಜನ್ಮದಿನದ ಅಂಗವಾಗಿ ರಕ್ತದಾನ ಶಿಬಿರ, ಸ್ವಚ್ಛತಾ ಅಭಿಯಾನ, ಆಸ್ಪತ್ರೆಯಲ್ಲಿ ರೋಗಿಗಳಿಗೆ ಹಣ್ಣು ಹಂಪಲು ವಿತರಣೆ ಸೇರಿದಂತೆ ವಿವಿಧ ಸೇವಾ ಕಾರ್ಯಗಳನ್ನು ಹಮ್ಮಿಕೊಳ್ಳಲಾಗಿದೆ. ಕಾರ್ಯಕರ್ತರು ಸರ್ಕಾರದ ಯೋಜನೆಗಳನ್ನು ಜನರಿಗೆ ತಲುಪಿಸುವ ಕೆಲಸ ಮಾಡಬೇಕು ಎಂದರು. ಈ ಸಂದರ್ಭದಲ್ಲಿ ಮಂಡಲ ಅಧ್ಯಕ್ಷರು, ಪದಾಧಿಕಾರಿಗಳು, ಕಾರ್ಯಕರ್ತರು ಉಪಸ್ಥಿತರಿದ್ದರು. ಕಾರ್ಯಕ್ರಮದಲ್ಲಿ ವಿವಿಧ ಕ್ಷೇತ್ರಗಳ ಸಾಧಕರನ್ನು ಸನ್ಮಾನಿಸಲಾಯಿತು. bbox=[214, 760, 468, 859]
min-price: 62078 bbox=[110, 924, 158, 940]
bus-photo bbox=[720, 98, 932, 232]
market-row bbox=[30, 1020, 206, 1036]
commodity-name: ▶▶ ಕೆಂಪುಗೋಟು bbox=[30, 972, 110, 988]
max-price: 68398 bbox=[161, 796, 206, 812]
registration-dots-left bbox=[90, 1442, 150, 1454]
market-row bbox=[30, 956, 206, 972]
market-row bbox=[30, 924, 206, 940]
weather-max: 26° bbox=[622, 47, 655, 71]
logo-tagline: ರಾಷ್ಟ್ರ ಜಾಗೃತಿಯ ಧ್ವನಿ bbox=[84, 60, 134, 68]
market-row bbox=[30, 892, 206, 906]
max-price: 64005 bbox=[158, 924, 206, 940]
sharavati-photo-top bbox=[362, 372, 478, 446]
athletics-photo bbox=[212, 98, 440, 234]
max-price: 38819 bbox=[158, 956, 206, 972]
market-row bbox=[30, 876, 206, 892]
kirusuddi-story1-body: ಕುಮಟಾ : ಭಾರತ ದೇಶವನ್ನು ವಿಶ್ವದಲ್ಲಿ ಗುರುತಿಸುವಂತೆ ಮಾಡಿದ ದೇಶದ ಪ್ರಧಾನಮಂತ್ರಿ ನರೇಂದ್ರ ಮೋದಿಯವರ ಜನ್ಮ ದಿನದ ನಿಮಿತ್ತ ಸೇವಾ ಪಾಕ್ಷಿಕದ ಅಂಗವಾಗಿ ಮಾಸ್ಟರ್ ಮಹಾಸತಿ ದೇವಸ್ಥಾನದಲ್ಲಿ ಕಾರ್ಯಕರ್ತರಿಂದ ರಕ್ತದಾನ ಶಿಬಿರ ಹಮ್ಮಿಕೊಳ್ಳಲಾಯಿತು. ಬಿಜೆಪಿ ಕಾರ್ಯಕರ್ತರು ವಿಶೇಷ ಪೂಜೆ ಸಲ್ಲಿಸಿ, ಹೋಮಿಯೋಪತಿ ಆಸ್ಪತ್ರೆ ಆವರಣದಲ್ಲಿ ಸಸಿ ನೆಟ್ಟು ಪ್ರಾರ್ಥನೆ ಸಲ್ಲಿಸಿದರು. ಬಗ್ಗೋಣ ಗ್ರಾಮದಲ್ಲಿ ಬ್ಲಡ್ ಬ್ಯಾಂಕ್ ಸಹಯೋಗದಲ್ಲಿ ರಕ್ತದಾನ ಶಿಬಿರ ನಡೆಸಲಾಯಿತು. ಪ್ರಮುಖರಾದ ಮಂಡಲ ಅಧ್ಯಕ್ಷ, ಪದಾಧಿಕಾರಿಗಳು, ಕಾರ್ಯಕರ್ತರು ಉಪಸ್ಥಿತರಿದ್ದರು. bbox=[38, 300, 198, 410]
commodity-name: ▶▶ ಚಾಲಿ bbox=[30, 876, 116, 892]
min-price: 21571 bbox=[110, 988, 158, 1004]
kirusuddi-story2-photo bbox=[38, 496, 198, 600]
commodity-name: ▶▶ ಬಿಳಿಗೋಟು bbox=[30, 988, 110, 1004]
sharavati-headline: ನನ್ನ ಎದೆ ಮೇಲೆ ಜೆಸಿಬಿ ಹತ್ತಿಸಿ: ಗುರೂಜಿ bbox=[214, 332, 569, 363]
max-price: 78899 bbox=[161, 892, 206, 906]
commodity-name: ▶▶ ಬೆಟ್ಟೆ bbox=[30, 844, 116, 860]
kirusuddi-divider bbox=[36, 452, 200, 453]
market-sirsi-col1: ಕನಿಷ್ಠ bbox=[122, 783, 138, 793]
divider-electronics bbox=[602, 1144, 603, 1436]
min-price: 12009 bbox=[110, 1020, 158, 1036]
market-row bbox=[30, 1004, 206, 1020]
